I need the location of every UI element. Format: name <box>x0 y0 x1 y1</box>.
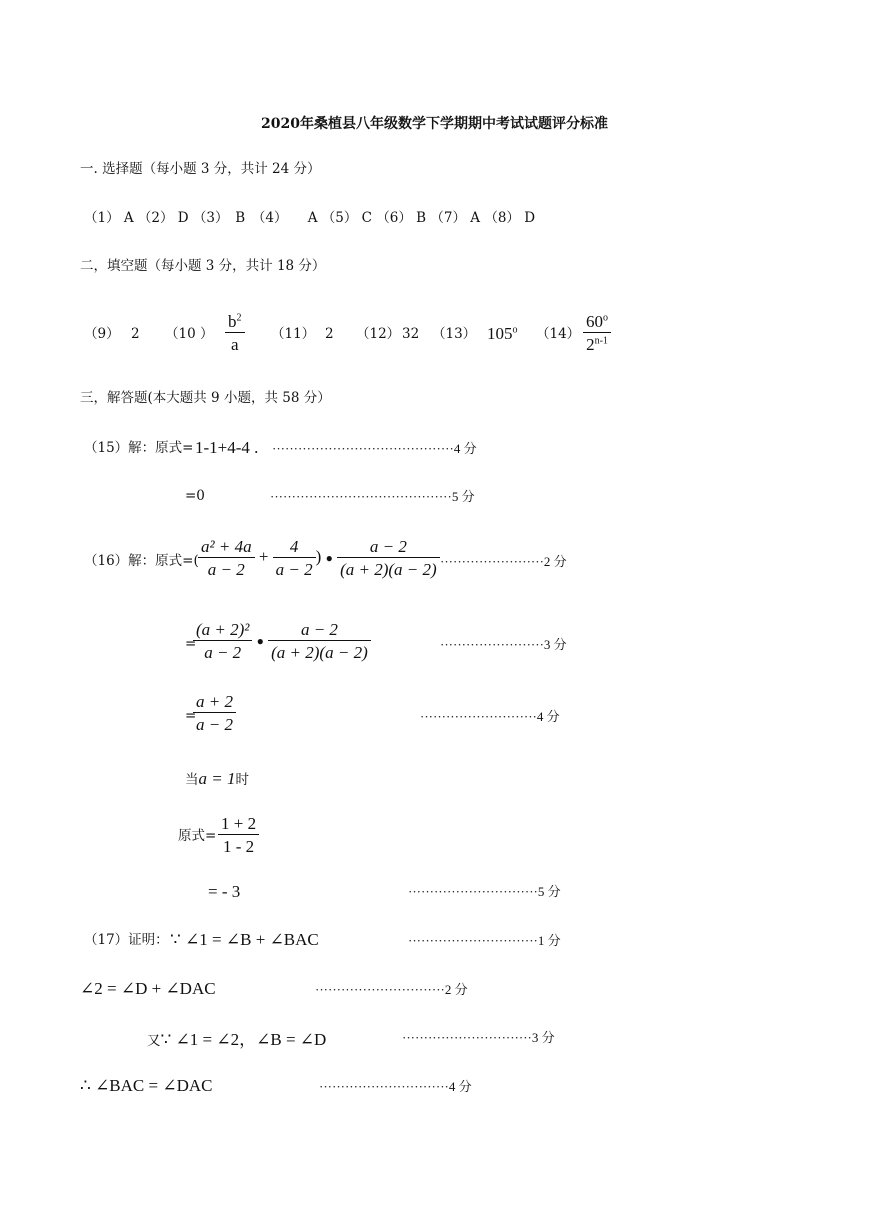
q16-step3-expression: $\frac{a + 2}{a - 2}$ <box>193 693 236 733</box>
fill-13-answer: 105$^o$ <box>487 324 518 343</box>
q17-label: （17）证明： <box>84 932 169 948</box>
q16-final-result: = - 3 <box>208 882 241 901</box>
q17-score-1: ······························1 分 <box>408 933 561 948</box>
q16-step1-expression: $\frac{\text{a² + 4a}}{a - 2}$ + $\frac{4}{a - 2}$ ) ● $\frac{a - 2}{(a + 2)(a - 2)}$ <box>198 538 440 578</box>
section1-heading: 一. 选择题（每小题 3 分，共计 24 分） <box>80 161 321 177</box>
q16-original-label: 原式= <box>178 828 217 844</box>
q17-score-3: ······························3 分 <box>402 1030 555 1045</box>
q16-step2-equals: = <box>185 636 197 652</box>
fill-12-answer: 32 <box>402 326 420 342</box>
choice-answers: （1） A （2） D （3） B （4） A （5） C （6） B （7） A （8） D <box>84 210 536 226</box>
q15-expression: 1-1+4-4 . <box>195 438 259 457</box>
q17-score-2: ······························2 分 <box>315 982 468 997</box>
fill-12-number: （12） <box>356 326 401 342</box>
q17-line3: 又∵ ∠1 = ∠2，∠B = ∠D <box>147 1030 327 1049</box>
section2-heading: 二，填空题（每小题 3 分，共计 18 分） <box>80 258 326 274</box>
q16-when-line: 当a = 1时 <box>185 769 249 788</box>
q16-score-5: ······························5 分 <box>408 884 561 899</box>
page-title: 2020年桑植县八年级数学下学期期中考试试题评分标准 <box>261 116 608 132</box>
fill-14-answer: $\frac{60^o}{2^{n-1}}$ <box>583 313 611 353</box>
q17-line4: ∴ ∠BAC = ∠DAC <box>80 1076 213 1095</box>
fill-9-number: （9） <box>84 326 120 342</box>
fill-9-answer: 2 <box>131 326 140 342</box>
q16-step3-equals: = <box>185 708 197 724</box>
q16-label: （16）解：原式=( <box>84 553 199 569</box>
q15-score-4: ··········································4 分 <box>272 441 477 456</box>
q16-score-2: ························2 分 <box>440 554 567 569</box>
q16-score-3: ························3 分 <box>440 637 567 652</box>
fill-10-answer: $\frac{b^2}{a}$ <box>225 313 245 353</box>
fill-11-number: （11） <box>271 326 316 342</box>
fill-13-number: （13） <box>432 326 477 342</box>
q15-label: （15）解：原式= <box>84 440 194 456</box>
q16-original-fraction: $\frac{1 + 2}{1 - 2}$ <box>218 815 259 855</box>
q15-score-5: ··········································5 分 <box>270 489 475 504</box>
fill-10-number: （10 ） <box>165 326 214 342</box>
q17-score-4: ······························4 分 <box>319 1079 472 1094</box>
q17-line1: ∵ ∠1 = ∠B + ∠BAC <box>170 930 319 949</box>
q17-line2: ∠2 = ∠D + ∠DAC <box>80 979 216 998</box>
q16-score-4: ···························4 分 <box>420 709 560 724</box>
fill-11-answer: 2 <box>325 326 334 342</box>
q15-result: =0 <box>185 488 205 504</box>
section3-heading: 三，解答题(本大题共 9 小题，共 58 分） <box>80 390 331 406</box>
fill-14-number: （14） <box>536 326 581 342</box>
q16-step2-expression: $\frac{\text{(a + 2)²}}{a - 2}$ ● $\frac{a - 2}{(a + 2)(a - 2)}$ <box>193 621 371 661</box>
